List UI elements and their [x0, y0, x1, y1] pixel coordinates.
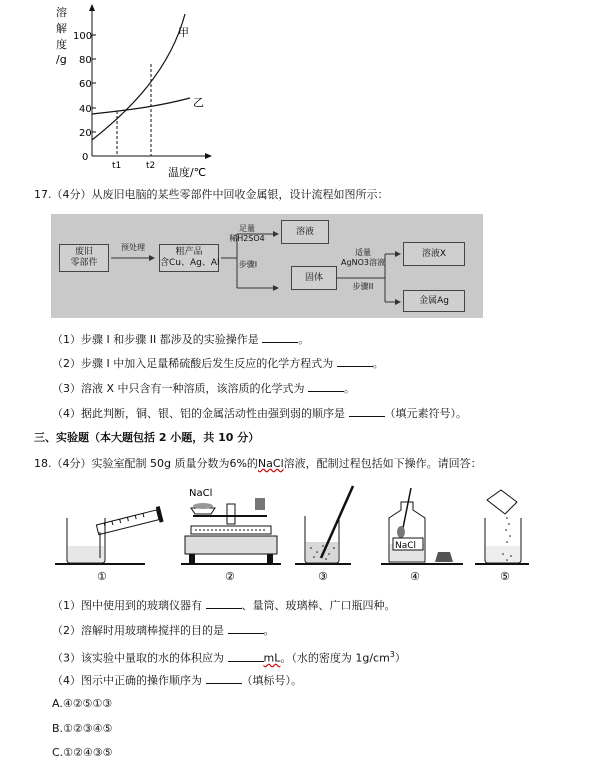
graph-xtick-t1: t1	[112, 161, 122, 171]
q18-sub3-text-c: ）	[394, 651, 406, 665]
flow-box-silver: 金属Ag	[403, 290, 465, 312]
q17-sub3-text: （3）溶液 X 中只含有一种溶质，该溶质的化学式为	[52, 382, 305, 395]
q18-sub1-text-b: 、量筒、玻璃棒、广口瓶四种。	[241, 599, 396, 612]
bottle-nacl-label: NaCl	[395, 541, 417, 551]
curve-yi	[92, 98, 190, 114]
q17-answer-blank-3[interactable]	[308, 381, 344, 392]
flow-arrow-3	[337, 250, 409, 312]
graph-xlabel: 温度/℃	[168, 166, 207, 179]
q17-sub3	[52, 381, 355, 396]
apparatus-label-3: ③	[318, 570, 328, 583]
graph-ytick-80: 80	[79, 55, 92, 66]
q18-sub1	[52, 598, 396, 613]
q17-sub2-end: 。	[372, 357, 384, 370]
curve-yi-label: 乙	[193, 96, 204, 109]
flow-label-agno3: 适量 AgNO3溶液	[341, 248, 385, 267]
curve-jia-label: 甲	[178, 26, 189, 39]
q17-sub1-end: 。	[298, 333, 310, 346]
q18-sub2-text-b: 。	[263, 624, 275, 637]
section-3-heading: 三、实验题（本大题包括 2 小题，共 10 分）	[34, 431, 260, 444]
q18-sub3-ml: mL	[263, 651, 281, 665]
q18-sub2	[52, 623, 275, 638]
flow-box-solid: 固体	[291, 266, 337, 290]
apparatus-label-1: ①	[97, 570, 107, 583]
q17-answer-blank-1[interactable]	[262, 332, 298, 343]
apparatus-label-4: ④	[410, 570, 420, 583]
q18-option-a[interactable]: A.④②⑤①③	[52, 697, 113, 710]
q17-sub4	[52, 406, 467, 421]
apparatus-1-pouring	[55, 506, 164, 564]
q17-answer-blank-2[interactable]	[337, 356, 373, 367]
q18-sub2-text-a: （2）溶解时用玻璃棒搅拌的目的是	[52, 624, 224, 637]
flow-box-solution-x: 溶液X	[403, 242, 465, 266]
q18-stem-nacl: NaCl	[257, 457, 284, 470]
apparatus-label-2: ②	[225, 570, 235, 583]
q17-sub4-text: （4）据此判断，铜、银、铝的金属活动性由强到弱的顺序是	[52, 407, 345, 420]
apparatus-3-stirring	[295, 486, 353, 564]
q18-answer-blank-2[interactable]	[228, 623, 264, 634]
q17-sub2-text: （2）步骤 I 中加入足量稀硫酸后发生反应的化学方程式为	[52, 357, 334, 370]
q18-stem-a: 18.（4分）实验室配制 50g 质量分数为6%的	[34, 457, 258, 470]
flow-label-pretreat: 预处理	[121, 243, 145, 252]
q18-sub3-text-b: 。（水的密度为 1g/cm	[280, 651, 390, 665]
apparatus-figure	[55, 484, 530, 586]
q18-sub4	[52, 673, 302, 688]
q18-option-c[interactable]: C.①②④③⑤	[52, 746, 113, 759]
q17-sub1	[52, 332, 309, 347]
q18-answer-blank-1[interactable]	[206, 598, 242, 609]
graph-y-ticks	[73, 31, 96, 163]
curve-jia	[92, 14, 185, 140]
q18-sub3	[52, 648, 406, 666]
graph-ylabel-4: /g	[56, 53, 67, 66]
flow-label-step2: 步骤II	[352, 282, 374, 291]
graph-ylabel-3: 度	[56, 38, 67, 51]
balance-nacl-label: NaCl	[189, 488, 213, 499]
solubility-graph	[50, 0, 220, 182]
flow-label-step1: 步骤I	[238, 260, 258, 269]
q18-option-b[interactable]: B.①②③④⑤	[52, 722, 113, 735]
apparatus-4-bottle	[381, 488, 463, 564]
graph-y-arrow	[89, 4, 95, 11]
flow-box-waste-parts: 废旧 零部件	[59, 244, 109, 272]
graph-ytick-20: 20	[79, 128, 92, 139]
q18-sub1-text-a: （1）图中使用到的玻璃仪器有	[52, 599, 202, 612]
graph-ylabel-2: 解	[56, 22, 67, 35]
q17-stem: 17.（4分）从废旧电脑的某些零部件中回收金属银，设计流程如图所示：	[34, 188, 389, 201]
flow-diagram	[51, 214, 483, 318]
q17-sub1-text: （1）步骤 I 和步骤 II 都涉及的实验操作是	[52, 333, 259, 346]
graph-ytick-60: 60	[79, 79, 92, 90]
q17-answer-blank-4[interactable]	[349, 406, 385, 417]
graph-ylabel-1: 溶	[56, 6, 67, 19]
apparatus-5-adding-solid	[475, 490, 529, 564]
q17-sub3-end: 。	[344, 382, 356, 395]
q18-sub4-text-b: （填标号）。	[241, 674, 302, 687]
graph-x-arrow	[205, 153, 212, 159]
q18-stem-b: 溶液，配制过程包括如下操作。请回答：	[283, 457, 482, 470]
flow-box-solution: 溶液	[281, 220, 329, 244]
q18-stem	[34, 457, 482, 471]
graph-ytick-100: 100	[73, 31, 93, 42]
graph-xtick-t2: t2	[146, 161, 156, 171]
q18-answer-blank-4[interactable]	[206, 673, 242, 684]
apparatus-2-balance	[181, 488, 281, 564]
q17-sub2	[52, 356, 384, 371]
q18-sub4-text-a: （4）图示中正确的操作顺序为	[52, 674, 202, 687]
flow-label-acid: 足量 稀H2SO4	[229, 224, 265, 243]
q17-sub4-end: （填元素符号）。	[384, 407, 467, 420]
flow-box-crude: 粗产品 含Cu、Ag、Al	[159, 244, 219, 272]
flow-arrow-1	[111, 254, 157, 262]
graph-ytick-40: 40	[79, 104, 92, 115]
q18-sub3-text-a: （3）该实验中量取的水的体积应为	[52, 651, 224, 665]
q18-answer-blank-3[interactable]	[228, 651, 264, 662]
graph-ytick-0: 0	[82, 152, 89, 163]
apparatus-label-5: ⑤	[500, 570, 510, 583]
q18-sub3-sup: 3	[389, 650, 395, 659]
